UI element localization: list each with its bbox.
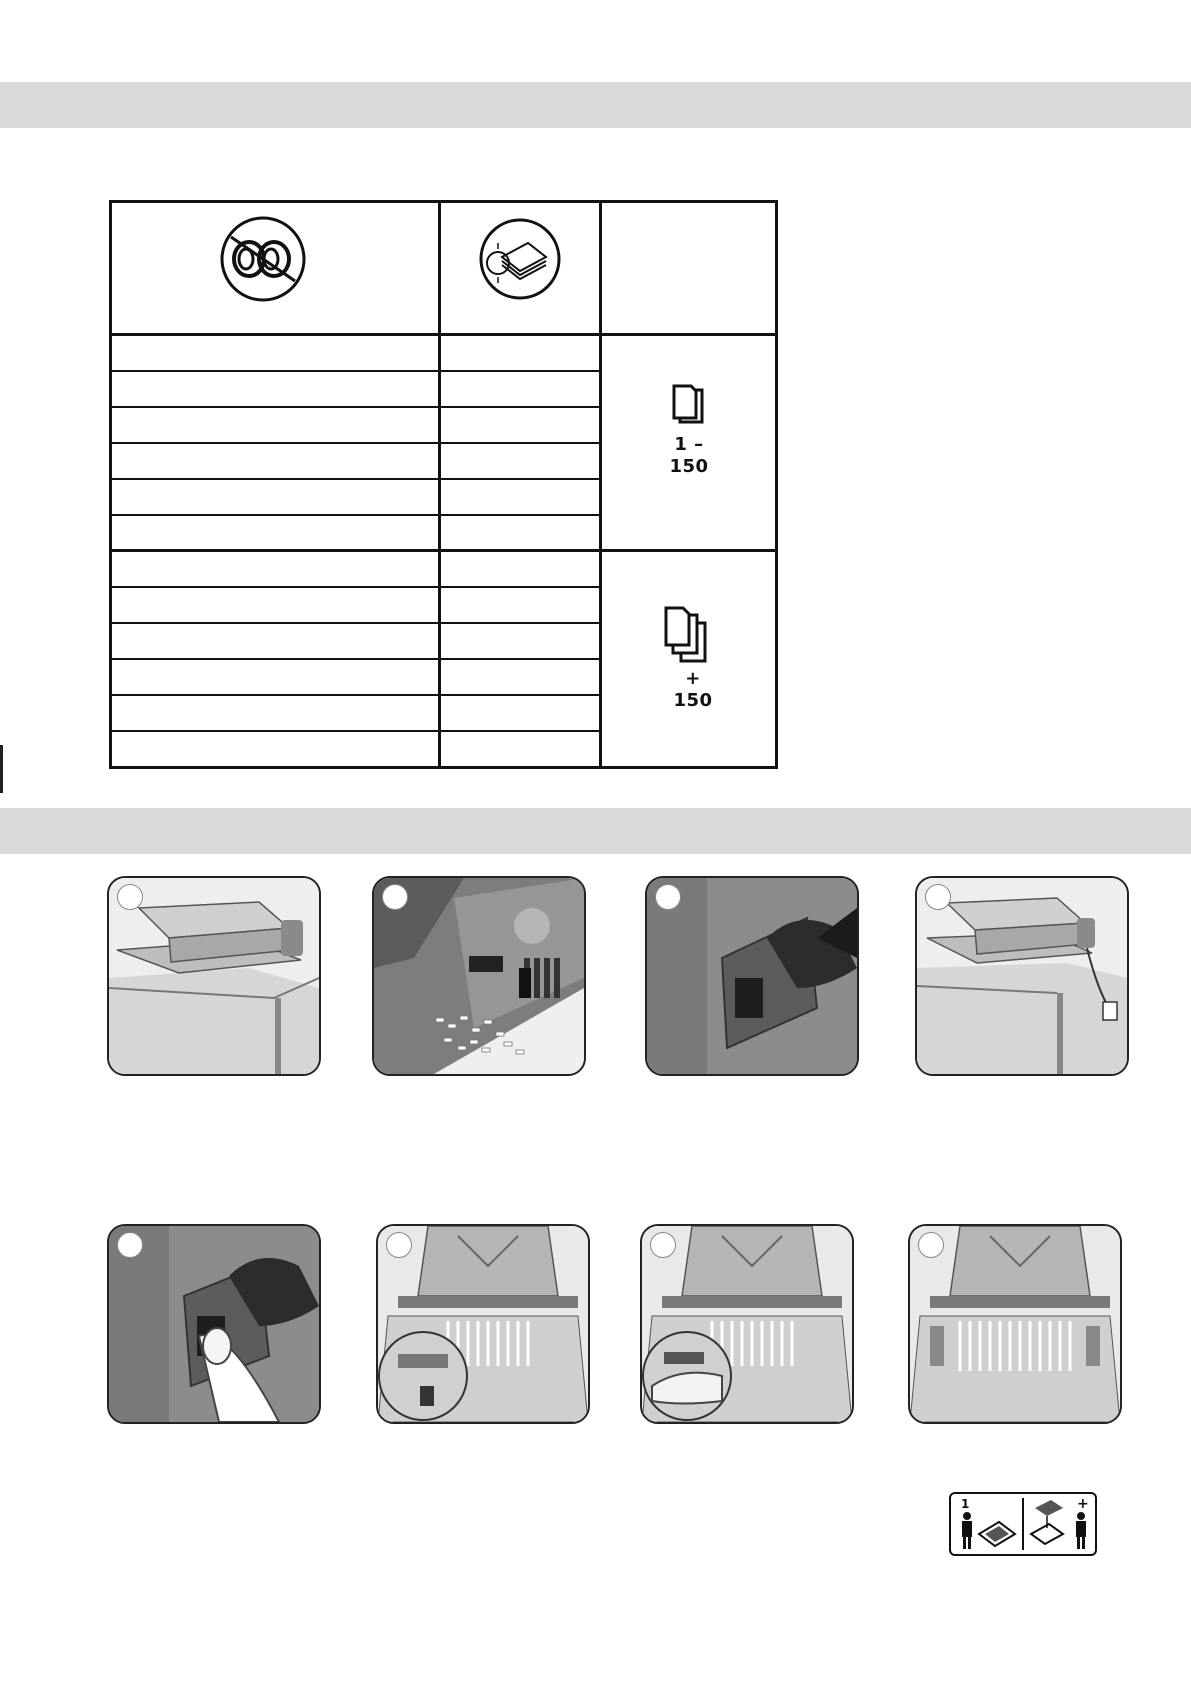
table-row-line [109,622,601,624]
step-number-badge [925,884,951,910]
step-number-badge [117,1232,143,1258]
single-stack-paper-icon [671,383,707,427]
two-person-lift-icon [949,1492,1097,1556]
table-row-line [109,478,601,480]
step-panel-6 [376,1224,590,1424]
step-panel-8 [908,1224,1122,1424]
multi-stack-paper-icon [663,605,713,667]
step-number-badge [655,884,681,910]
table-row-line [109,442,601,444]
table-row-line [109,370,601,372]
step-panel-1 [107,876,321,1076]
margin-mark [0,745,3,793]
table-col-divider-2 [599,200,602,767]
table-col-divider-1 [438,200,441,767]
table-header-divider [109,333,776,336]
capacity-table [109,200,776,767]
section-header-band-1 [0,82,1191,128]
table-row-line [109,694,601,696]
step-panel-2 [372,876,586,1076]
sheet-capacity-icon [478,217,562,301]
lift-right-label: + [1077,1496,1089,1512]
table-group-divider [109,549,776,552]
table-row-line [109,730,601,732]
table-row-line [109,406,601,408]
step-panel-4 [915,876,1129,1076]
step-number-badge [382,884,408,910]
step-number-badge [650,1232,676,1258]
group2-count-label: + 150 [673,668,713,711]
binding-comb-icon [219,215,307,303]
table-row-line [109,586,601,588]
table-row-line [109,514,601,516]
table-row-line [109,658,601,660]
lift-left-label: 1 [961,1497,970,1511]
step-number-badge [117,884,143,910]
step-number-badge [918,1232,944,1258]
step-panel-3 [645,876,859,1076]
step-panel-5 [107,1224,321,1424]
step-number-badge [386,1232,412,1258]
section-header-band-2 [0,808,1191,854]
group1-count-label: 1 – 150 [669,434,709,477]
step-panel-7 [640,1224,854,1424]
